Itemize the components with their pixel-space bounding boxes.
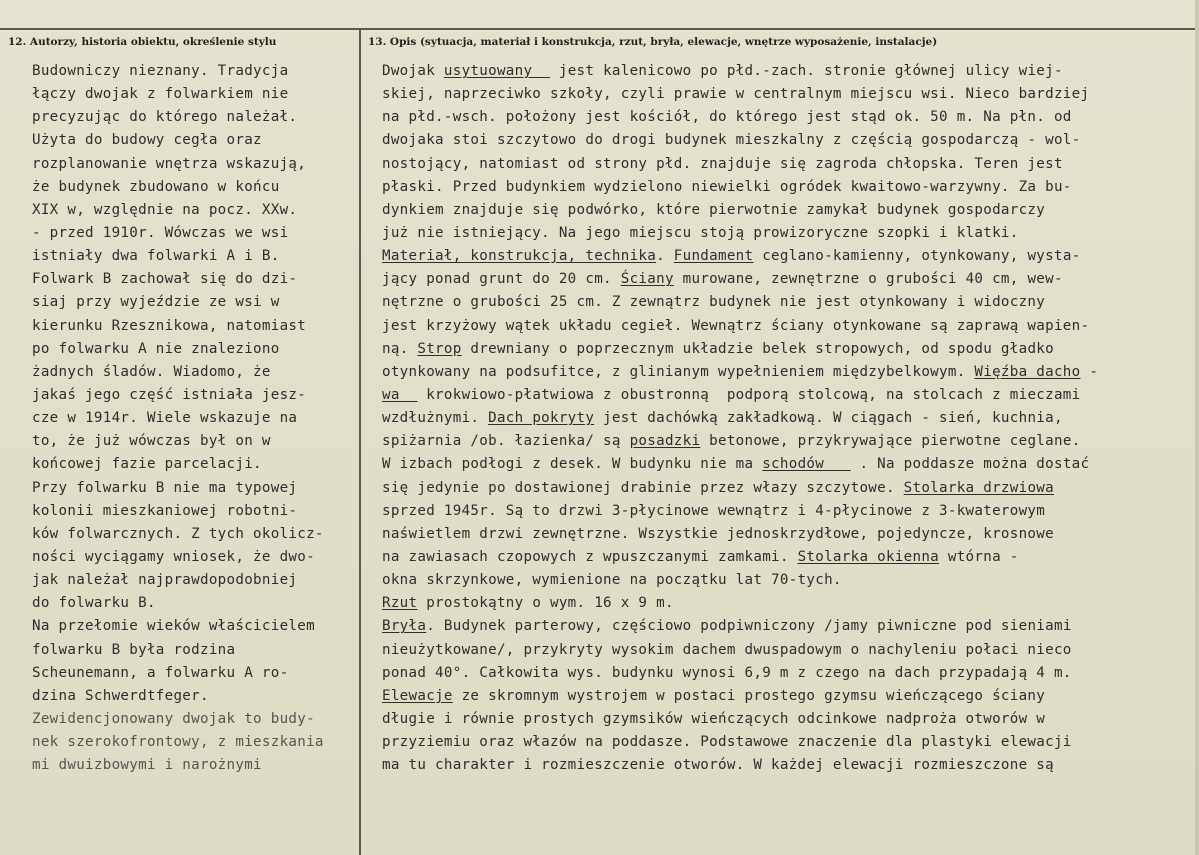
- underlined-term: Stolarka drzwiowa: [903, 479, 1054, 496]
- text-line: - przed 1910r. Wówczas we wsi: [32, 224, 289, 241]
- text-line: folwarku B była rodzina: [32, 641, 236, 658]
- text-line: ków folwarcznych. Z tych okolicz-: [32, 525, 324, 542]
- text-line: skiej, naprzeciwko szkoły, czyli prawie w centralnym miejscu wsi. Nieco bardziej: [382, 86, 1090, 103]
- text-line: do folwarku B.: [32, 595, 156, 612]
- text-line: istniały dwa folwarki A i B.: [32, 248, 280, 265]
- text-line: długie i równie prostych gzymsików wieńczących odcinkowe nadproża otworów w: [382, 710, 1046, 727]
- text-line: dynkiem znajduje się podwórko, które pierwotnie zamykał budynek gospodarczy: [382, 201, 1046, 218]
- text-line: Elewacje ze skromnym wystrojem w postaci prostego gzymsu wieńczącego ściany: [382, 687, 1046, 704]
- underlined-term: Elewacje: [382, 687, 453, 704]
- text-line: już nie istniejący. Na jego miejscu stoją prowizoryczne szopki i klatki.: [382, 224, 1019, 241]
- text-line: Materiał, konstrukcja, technika. Fundament ceglano-kamienny, otynkowany, wysta-: [382, 248, 1081, 265]
- text-line: płaski. Przed budynkiem wydzielono niewielki ogródek kwaitowo-warzywny. Za bu-: [382, 178, 1072, 195]
- text-line: Scheunemann, a folwarku A ro-: [32, 664, 289, 681]
- underlined-term: Dach pokryty: [488, 410, 595, 427]
- column-divider: [359, 28, 361, 855]
- text-line: Rzut prostokątny o wym. 16 x 9 m.: [382, 595, 674, 612]
- underlined-term: Bryła: [382, 618, 427, 635]
- text-line: kolonii mieszkaniowej robotni-: [32, 502, 298, 519]
- text-line: Przy folwarku B nie ma typowej: [32, 479, 298, 496]
- text-line: Bryła. Budynek parterowy, częściowo podpiwniczony /jamy piwniczne pod sieniami: [382, 618, 1072, 635]
- underlined-term: schodów: [762, 456, 851, 473]
- description-text-column: [382, 60, 1192, 777]
- text-line: Zewidencjonowany dwojak to budy-: [32, 710, 315, 727]
- text-line: ną. Strop drewniany o poprzecznym układzie belek stropowych, od spodu gładko: [382, 340, 1054, 357]
- underlined-term: Rzut: [382, 595, 418, 612]
- page-edge: [1195, 0, 1199, 855]
- text-line: się jedynie po dostawionej drabinie przez włazy szczytowe. Stolarka drzwiowa: [382, 479, 1054, 496]
- underlined-term: wa: [382, 386, 418, 403]
- text-line: na płd.-wsch. położony jest kościół, do którego jest stąd ok. 50 m. Na płn. od: [382, 109, 1072, 126]
- underlined-term: Stolarka okienna: [797, 548, 940, 565]
- header-rule: [0, 28, 1199, 30]
- text-line: Folwark B zachował się do dzi-: [32, 271, 298, 288]
- text-line: wzdłużnymi. Dach pokryty jest dachówką zakładkową. W ciągach - sień, kuchnia,: [382, 410, 1063, 427]
- text-line: precyzując do którego należał.: [32, 109, 298, 126]
- text-line: na zawiasach czopowych z wpuszczanymi zamkami. Stolarka okienna wtórna -: [382, 548, 1019, 565]
- text-line: nostojący, natomiast od strony płd. znajduje się zagroda chłopska. Teren jest: [382, 155, 1063, 172]
- text-line: żadnych śladów. Wiadomo, że: [32, 363, 271, 380]
- text-line: ponad 40°. Całkowita wys. budynku wynosi 6,9 m z czego na dach przypadają 4 m.: [382, 664, 1072, 681]
- text-line: dwojaka stoi szczytowo do drogi budynek mieszkalny z częścią gospodarczą - wol-: [382, 132, 1081, 149]
- text-line: Użyta do budowy cegła oraz: [32, 132, 262, 149]
- underlined-term: Ściany: [620, 271, 674, 288]
- text-line: spiżarnia /ob. łazienka/ są posadzki betonowe, przykrywające pierwotne ceglane.: [382, 433, 1081, 450]
- text-line: ności wyciągamy wniosek, że dwo-: [32, 548, 315, 565]
- text-line: XIX w, względnie na pocz. XXw.: [32, 201, 298, 218]
- text-line: W izbach podłogi z desek. W budynku nie ma schodów . Na poddasze można dostać: [382, 456, 1090, 473]
- text-line: jący ponad grunt do 20 cm. Ściany murowane, zewnętrzne o grubości 40 cm, wew-: [382, 271, 1063, 288]
- text-line: cze w 1914r. Wiele wskazuje na: [32, 410, 298, 427]
- text-line: że budynek zbudowano w końcu: [32, 178, 280, 195]
- text-line: siaj przy wyjeździe ze wsi w: [32, 294, 280, 311]
- underlined-term: Więźba dacho: [974, 363, 1081, 380]
- text-line: to, że już wówczas był on w: [32, 433, 271, 450]
- text-line: otynkowany na podsufitce, z glinianym wypełnieniem międzybelkowym. Więźba dacho -: [382, 363, 1099, 380]
- underlined-term: usytuowany: [443, 63, 551, 79]
- text-line: okna skrzynkowe, wymienione na początku lat 70-tych.: [382, 572, 842, 589]
- text-line: naświetlem drzwi zewnętrzne. Wszystkie jednoskrzydłowe, pojedyncze, krosnowe: [382, 525, 1054, 542]
- section-13-heading: 13. Opis (sytuacja, materiał i konstrukcja, rzut, bryła, elewacje, wnętrze wyposażenie, instalacje): [368, 36, 938, 48]
- text-line: nieużytkowane/, przykryty wysokim dachem dwuspadowym o nachyleniu połaci nieco: [382, 641, 1072, 658]
- text-line: Dwojak usytuowany jest kalenicowo po płd.-zach. stronie głównej ulicy wiej-: [382, 63, 1063, 79]
- section-12-heading: 12. Autorzy, historia obiektu, określenie stylu: [8, 36, 277, 48]
- text-line: jak należał najprawdopodobniej: [32, 572, 298, 589]
- text-line: wa krokwiowo-płatwiowa z obustronną podporą stolcową, na stolcach z mieczami: [382, 386, 1081, 403]
- text-line: nętrzne o grubości 25 cm. Z zewnątrz budynek nie jest otynkowany i widoczny: [382, 294, 1046, 311]
- text-line: jest krzyżowy wątek układu cegieł. Wewnątrz ściany otynkowane są zaprawą wapien-: [382, 317, 1090, 334]
- text-line: mi dwuizbowymi i narożnymi: [32, 757, 262, 774]
- underlined-term: posadzki: [629, 433, 701, 450]
- text-line: rozplanowanie wnętrza wskazują,: [32, 155, 307, 172]
- text-line: Budowniczy nieznany. Tradycja: [32, 63, 289, 79]
- text-line: jakaś jego część istniała jesz-: [32, 386, 307, 403]
- text-line: ma tu charakter i rozmieszczenie otworów. W każdej elewacji rozmieszczone są: [382, 757, 1054, 774]
- text-line: końcowej fazie parcelacji.: [32, 456, 262, 473]
- underlined-term: Materiał, konstrukcja, technika: [382, 248, 657, 265]
- text-line: kierunku Rzesznikowa, natomiast: [32, 317, 307, 334]
- underlined-term: Strop: [417, 340, 462, 357]
- text-line: dzina Schwerdtfeger.: [32, 687, 209, 704]
- text-line: nek szerokofrontowy, z mieszkania: [32, 734, 324, 751]
- text-line: przyziemiu oraz włazów na poddasze. Podstawowe znaczenie dla plastyki elewacji: [382, 734, 1072, 751]
- history-text-column: [32, 60, 358, 777]
- text-line: łączy dwojak z folwarkiem nie: [32, 86, 289, 103]
- text-line: sprzed 1945r. Są to drzwi 3-płycinowe wewnątrz i 4-płycinowe z 3-kwaterowym: [382, 502, 1046, 519]
- text-line: Na przełomie wieków właścicielem: [32, 618, 315, 635]
- underlined-term: Fundament: [673, 248, 754, 265]
- text-line: po folwarku A nie znaleziono: [32, 340, 280, 357]
